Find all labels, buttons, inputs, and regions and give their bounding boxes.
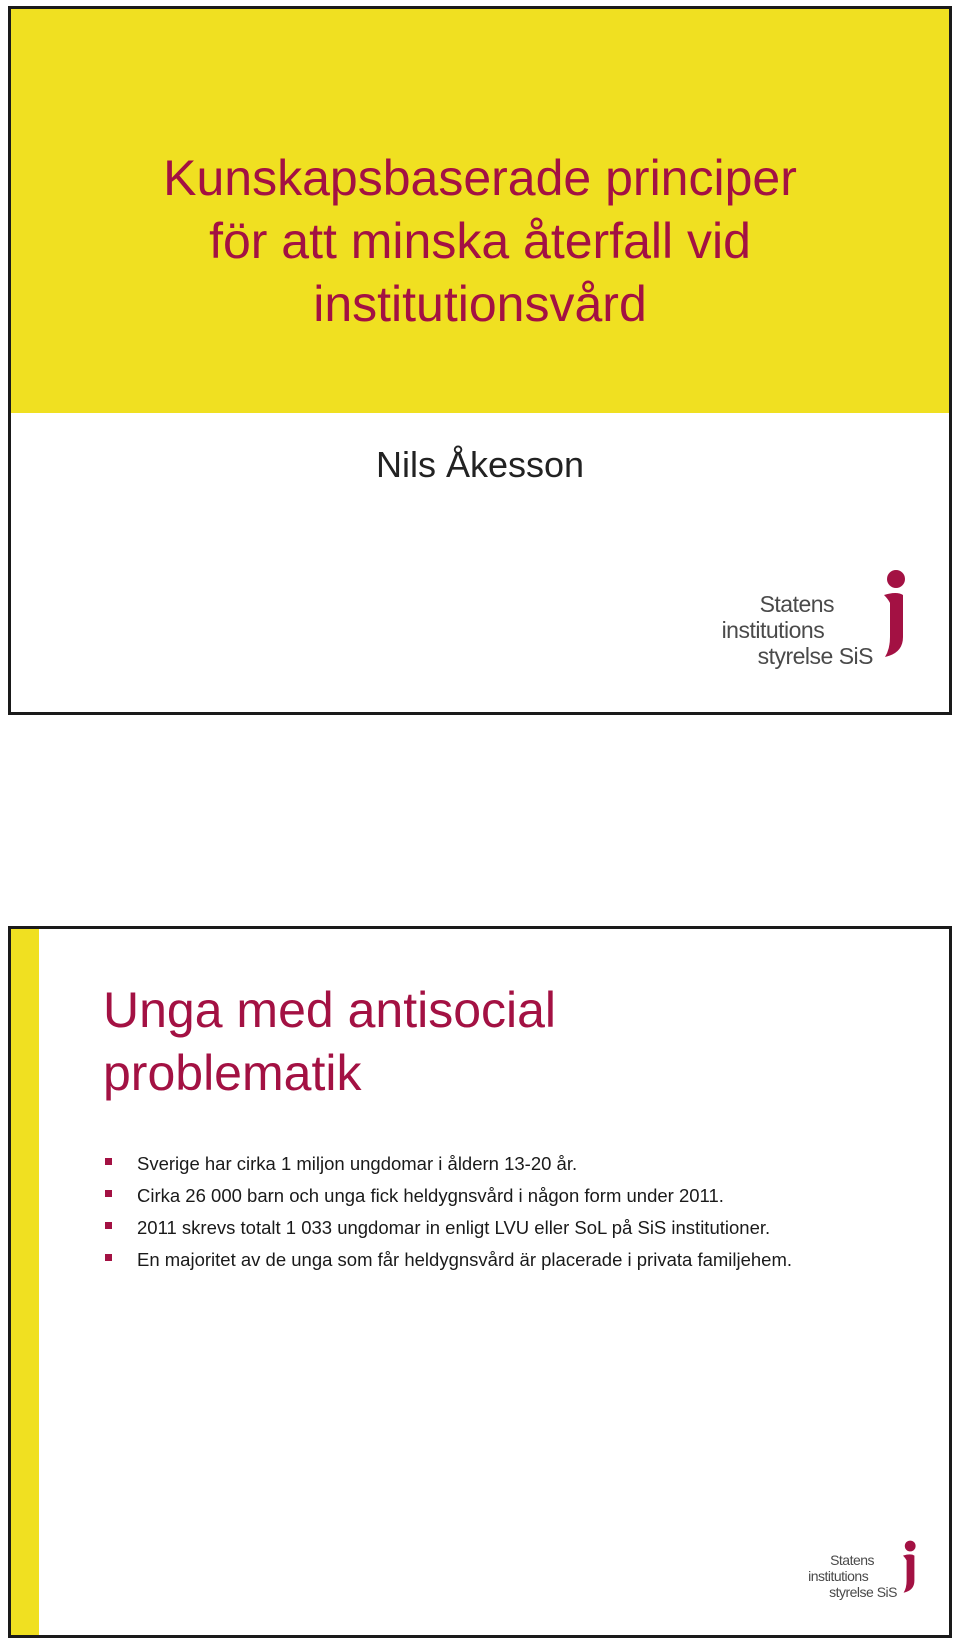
sis-logo-line: Statens bbox=[830, 1552, 875, 1568]
sis-logo-line: Statens bbox=[759, 591, 835, 617]
square-bullet-icon bbox=[105, 1158, 112, 1165]
bullet-item bbox=[103, 1180, 943, 1212]
accent-stripe bbox=[11, 929, 39, 1635]
sis-logo-text bbox=[722, 591, 873, 669]
bullet-item bbox=[103, 1244, 943, 1276]
sis-logo-line: institutions bbox=[721, 617, 825, 643]
sis-logo-line: styrelse SiS bbox=[829, 1584, 897, 1600]
content-slide bbox=[8, 926, 952, 1638]
sis-i-mark-icon bbox=[900, 1540, 918, 1594]
slide-heading-line: problematik bbox=[103, 1045, 362, 1101]
sis-logo-line: institutions bbox=[808, 1568, 869, 1584]
bullet-text: 2011 skrevs totalt 1 033 ungdomar in enligt LVU eller SoL på SiS institutioner. bbox=[137, 1217, 771, 1238]
sis-logo-text bbox=[808, 1552, 897, 1600]
bullet-item bbox=[103, 1148, 943, 1180]
bullet-text: En majoritet av de unga som får heldygnsvård är placerade i privata familjehem. bbox=[137, 1249, 793, 1270]
bullet-item bbox=[103, 1212, 943, 1244]
slide-heading bbox=[103, 979, 556, 1105]
slide-title-line: institutionsvård bbox=[313, 276, 647, 332]
sis-i-mark-icon bbox=[879, 569, 909, 659]
slide-heading-line: Unga med antisocial bbox=[103, 982, 557, 1038]
sis-logo-small bbox=[808, 1540, 918, 1600]
author-name: Nils Åkesson bbox=[375, 444, 585, 485]
bullet-text: Sverige har cirka 1 miljon ungdomar i åldern 13-20 år. bbox=[137, 1153, 578, 1174]
bullet-text: Cirka 26 000 barn och unga fick heldygnsvård i någon form under 2011. bbox=[137, 1185, 724, 1206]
bullet-list bbox=[103, 1148, 943, 1276]
slide-title-line: för att minska återfall vid bbox=[209, 213, 751, 269]
sis-logo bbox=[722, 569, 909, 669]
square-bullet-icon bbox=[105, 1254, 112, 1261]
slide-title bbox=[11, 147, 949, 336]
slide-title-line: Kunskapsbaserade principer bbox=[163, 150, 797, 206]
square-bullet-icon bbox=[105, 1222, 112, 1229]
title-slide bbox=[8, 6, 952, 715]
sis-logo-line: styrelse SiS bbox=[757, 643, 873, 669]
square-bullet-icon bbox=[105, 1190, 112, 1197]
